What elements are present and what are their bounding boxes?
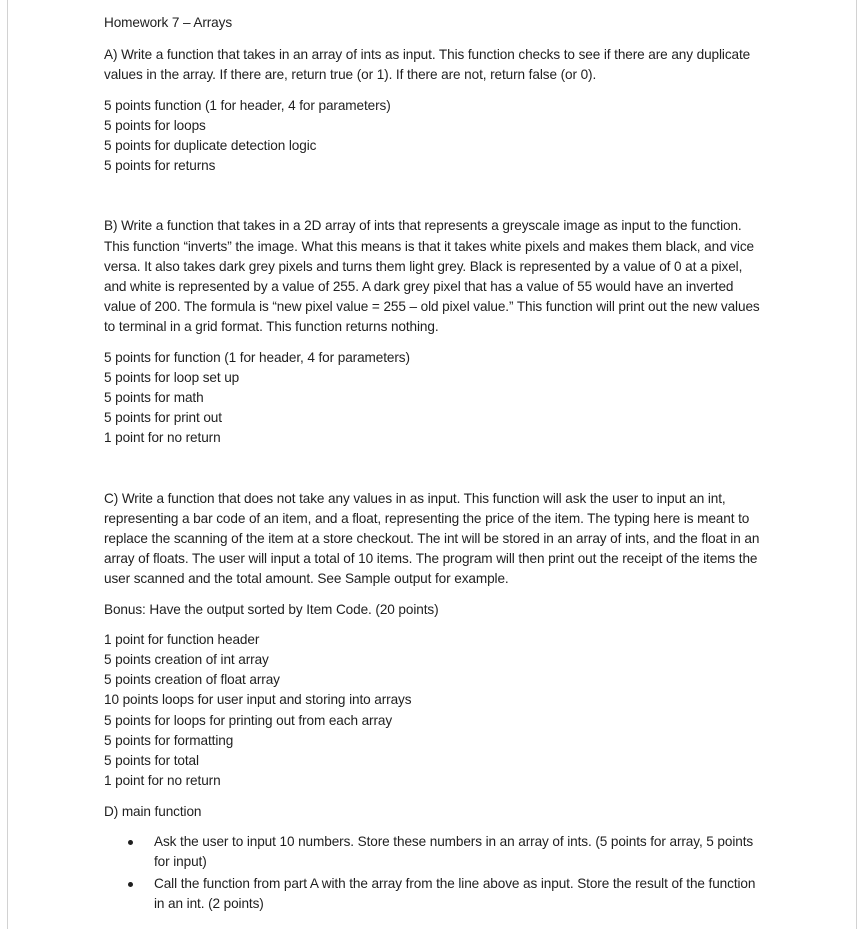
document-title: Homework 7 – Arrays — [104, 15, 233, 30]
section-b-points — [104, 348, 768, 449]
bullet-text: Call the function from part A with the array from the line above as input. Store the result of the function in an int. (2 points) — [154, 876, 756, 912]
section-b-prompt: B) Write a function that takes in a 2D array of ints that represents a greyscale image as input to the function. This function “inverts” the image. What this means is that it takes white pixels and makes them black, and vice versa. It also takes dark grey pixels and turns them light grey. Black is represented by a value of 0 at a pixel, and white is represented by a value of 255. A dark grey pixel that has a value of 55 would have an inverted value of 200. The formula is “new pixel value = 255 – old pixel value.” This function will print out the new values to terminal in a grid format. This function returns nothing. — [104, 218, 760, 335]
point-item: 5 points for loop set up — [104, 369, 240, 385]
point-item: 1 point for no return — [104, 430, 221, 446]
point-item: 1 point for function header — [104, 631, 260, 647]
section-c-points — [104, 630, 768, 792]
section-a-points — [104, 96, 768, 177]
point-item: 5 points for loops — [104, 117, 206, 133]
bullet-item — [154, 874, 768, 914]
section-c-bonus: Bonus: Have the output sorted by Item Code. (20 points) — [104, 601, 439, 617]
document-content — [104, 13, 768, 917]
point-item: 5 points for print out — [104, 410, 222, 426]
point-item: 5 points creation of int array — [104, 652, 269, 668]
point-item: 1 point for no return — [104, 773, 221, 789]
section-d-bullets — [104, 832, 768, 915]
point-item: 5 points for loops for printing out from each array — [104, 712, 393, 728]
bullet-item — [154, 832, 768, 872]
spacer — [104, 449, 768, 489]
point-item: 5 points for function (1 for header, 4 for parameters) — [104, 349, 410, 365]
point-item: 5 points for total — [104, 753, 199, 769]
point-item: 5 points function (1 for header, 4 for parameters) — [104, 97, 391, 113]
point-item: 5 points for returns — [104, 158, 216, 174]
point-item: 5 points for math — [104, 390, 204, 406]
document-page — [7, 0, 857, 929]
point-item: 10 points loops for user input and storing into arrays — [104, 692, 412, 708]
spacer — [104, 176, 768, 216]
spacer — [104, 792, 768, 802]
bullet-icon — [128, 882, 133, 887]
bullet-text: Ask the user to input 10 numbers. Store these numbers in an array of ints. (5 points for array, 5 points for input) — [154, 833, 754, 869]
point-item: 5 points for formatting — [104, 732, 234, 748]
section-c-prompt: C) Write a function that does not take any values in as input. This function will ask the user to input an int, representing a bar code of an item, and a float, representing the price of the item. The typing here is meant to replace the scanning of the item at a store checkout. The int will be stored in an array of ints, and the float in an array of floats. The user will input a total of 10 items. The program will then print out the receipt of the items the user scanned and the total amount. See Sample output for example. — [104, 490, 760, 587]
section-a-prompt: A) Write a function that takes in an array of ints as input. This function checks to see if there are any duplicate values in the array. If there are, return true (or 1). If there are not, return false (or 0). — [104, 47, 751, 83]
point-item: 5 points creation of float array — [104, 672, 280, 688]
point-item: 5 points for duplicate detection logic — [104, 138, 317, 154]
bullet-icon — [128, 840, 133, 845]
section-d-heading: D) main function — [104, 803, 202, 819]
